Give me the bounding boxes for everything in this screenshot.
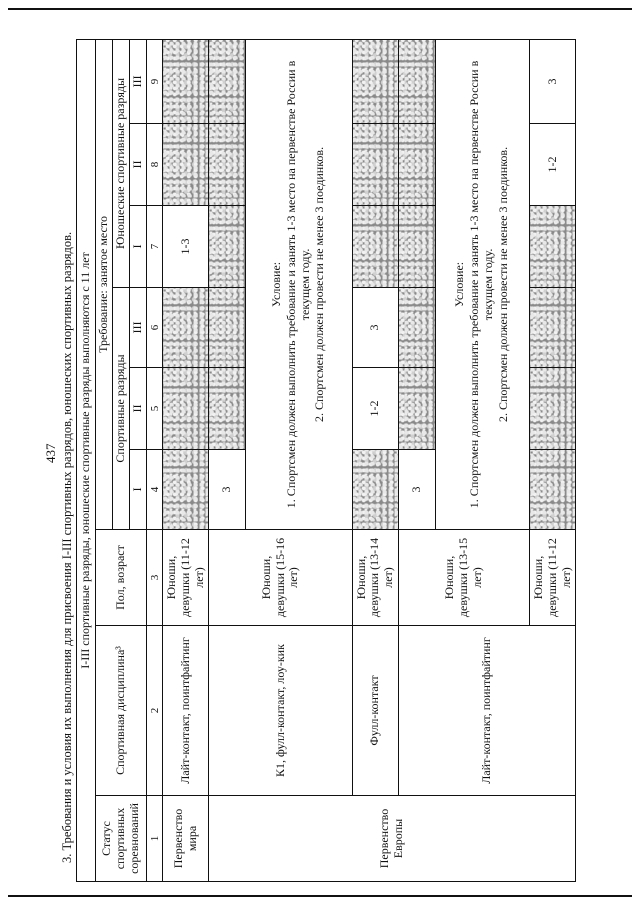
shaded-cell xyxy=(209,368,246,450)
shaded-cell xyxy=(352,39,398,123)
header-discipline: Спортивная дисциплина³ xyxy=(95,626,147,796)
discipline-europe-full-contact: Фулл-контакт xyxy=(352,626,398,796)
column-number: 4 xyxy=(147,450,163,530)
shaded-cell xyxy=(530,288,576,368)
full-contact-rank-II-value: 1-2 xyxy=(352,368,398,450)
column-number: 1 xyxy=(147,796,163,882)
header-status: Статус спортивных соревнований xyxy=(95,796,147,882)
header-requirement: Требование: занятое место xyxy=(95,39,112,529)
condition-block-1 xyxy=(246,39,353,529)
shaded-cell xyxy=(163,288,209,368)
status-world: Первенство мира xyxy=(163,796,209,882)
condition-item-2: 2. Спортсмен должен провести не менее 3 поединков. xyxy=(312,146,327,422)
column-number: 3 xyxy=(147,530,163,626)
shaded-cell xyxy=(398,124,435,206)
column-number: 7 xyxy=(147,206,163,288)
discipline-world-light: Лайт-контакт, поинтфайтинг xyxy=(163,626,209,796)
age-europe-k1: Юноши, девушки (15-16 лет) xyxy=(209,530,353,626)
column-number: 6 xyxy=(147,288,163,368)
column-number: 9 xyxy=(147,39,163,123)
header-rank-III: III xyxy=(130,288,147,368)
requirements-table xyxy=(76,39,576,882)
header-youth-III: III xyxy=(130,39,147,123)
header-youth-I: I xyxy=(130,206,147,288)
shaded-cell xyxy=(209,124,246,206)
shaded-cell xyxy=(352,124,398,206)
header-rank-II: II xyxy=(130,368,147,450)
age-europe-light-13-15: Юноши, девушки (13-15 лет) xyxy=(398,530,530,626)
shaded-cell xyxy=(163,39,209,123)
shaded-cell xyxy=(352,206,398,288)
shaded-cell xyxy=(398,288,435,368)
europe-light-rank-I-value: 3 xyxy=(398,450,435,530)
discipline-europe-light: Лайт-контакт, поинтфайтинг xyxy=(398,626,575,796)
condition-label: Условие: xyxy=(268,261,283,308)
table-caption: I-III спортивные разряды, юношеские спортивные разряды выполняются с 11 лет xyxy=(77,39,96,881)
section-heading: 3. Требования и условия их выполнения для присвоения I-III спортивных разрядов, юношеских спортивных разрядов. xyxy=(60,231,74,863)
europe-light-youth-III-value: 3 xyxy=(530,39,576,123)
shaded-cell xyxy=(209,288,246,368)
world-youth-I-value: 1-3 xyxy=(163,206,209,288)
header-youth-II: II xyxy=(130,124,147,206)
shaded-cell xyxy=(209,39,246,123)
shaded-cell xyxy=(530,206,576,288)
shaded-cell xyxy=(163,450,209,530)
column-number: 8 xyxy=(147,124,163,206)
header-rank-I: I xyxy=(130,450,147,530)
full-contact-rank-III-value: 3 xyxy=(352,288,398,368)
condition-item-2: 2. Спортсмен должен провести не менее 3 поединков. xyxy=(495,146,510,422)
shaded-cell xyxy=(530,368,576,450)
shaded-cell xyxy=(352,450,398,530)
condition-label: Условие: xyxy=(452,261,467,308)
shaded-cell xyxy=(530,450,576,530)
header-gender-age: Пол, возраст xyxy=(95,530,147,626)
discipline-europe-k1: К1, фулл-контакт, лоу-кик xyxy=(209,626,353,796)
age-world: Юноши, девушки (11-12 лет) xyxy=(163,530,209,626)
europe-light-youth-II-value: 1-2 xyxy=(530,124,576,206)
header-sport-ranks: Спортивные разряды xyxy=(112,288,129,530)
page-number: 437 xyxy=(43,443,58,463)
shaded-cell xyxy=(398,39,435,123)
condition-item-1: 1. Спортсмен должен выполнить требование и занять 1-3 место на первенстве России в текущем году. xyxy=(467,60,495,509)
column-number: 5 xyxy=(147,368,163,450)
column-number: 2 xyxy=(147,626,163,796)
status-europe: Первенство Европы xyxy=(209,796,576,882)
age-europe-full-contact: Юноши, девушки (13-14 лет) xyxy=(352,530,398,626)
europe-k1-rank-I-value: 3 xyxy=(209,450,246,530)
shaded-cell xyxy=(163,368,209,450)
shaded-cell xyxy=(398,206,435,288)
condition-item-1: 1. Спортсмен должен выполнить требование и занять 1-3 место на первенстве России в текущем году. xyxy=(283,60,312,509)
shaded-cell xyxy=(209,206,246,288)
age-europe-light-11-12: Юноши, девушки (11-12 лет) xyxy=(530,530,576,626)
condition-block-2 xyxy=(435,39,530,529)
shaded-cell xyxy=(163,124,209,206)
shaded-cell xyxy=(398,368,435,450)
header-youth-ranks: Юношеские спортивные разряды xyxy=(112,39,129,287)
